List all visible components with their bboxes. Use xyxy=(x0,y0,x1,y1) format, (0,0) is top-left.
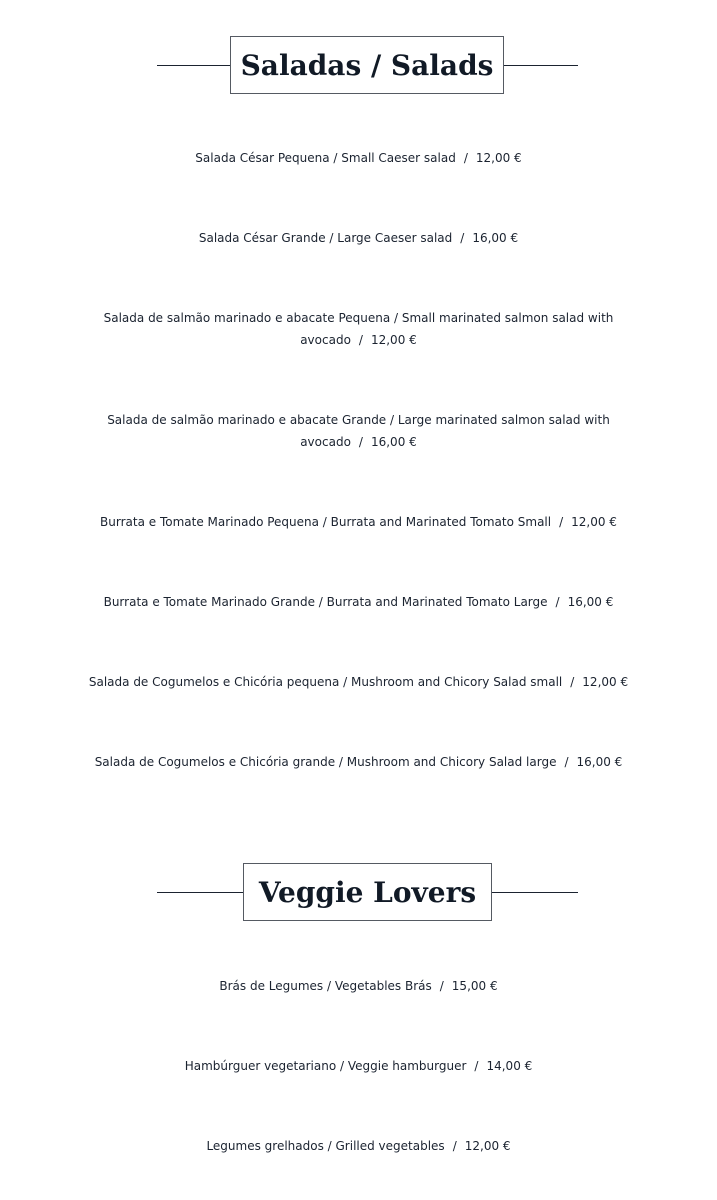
menu-item xyxy=(40,751,677,773)
price-separator: / xyxy=(570,675,575,689)
menu-item-price: 15,00 € xyxy=(451,979,498,993)
menu-item-price: 12,00 € xyxy=(370,333,417,347)
menu-item xyxy=(90,1055,627,1077)
price-separator: / xyxy=(452,1139,457,1153)
price-separator: / xyxy=(460,231,465,245)
menu-item-price: 12,00 € xyxy=(582,675,629,689)
menu-item-price: 12,00 € xyxy=(571,515,617,529)
section-header-salads xyxy=(0,36,717,96)
price-separator: / xyxy=(559,515,564,529)
menu-item xyxy=(60,511,657,533)
section-title-box xyxy=(230,36,504,94)
menu-item-price: 12,00 € xyxy=(464,1139,511,1153)
section-title-box xyxy=(243,863,492,921)
menu-item-name: Salada César Grande / Large Caeser salad xyxy=(198,231,453,245)
menu-item xyxy=(90,409,627,453)
menu-item xyxy=(90,147,627,169)
menu-item xyxy=(90,307,627,351)
menu-item-name: Hambúrguer vegetariano / Veggie hamburguer xyxy=(184,1059,467,1073)
menu-item-name: Salada de Cogumelos e Chicória pequena / Mushroom and Chicory Salad small xyxy=(88,675,563,689)
price-separator: / xyxy=(474,1059,479,1073)
menu-item-name: Burrata e Tomate Marinado Grande / Burrata and Marinated Tomato Large xyxy=(103,595,548,609)
menu-item xyxy=(90,975,627,997)
section-header-veggie xyxy=(0,863,717,923)
price-separator: / xyxy=(463,151,468,165)
section-title: Saladas / Salads xyxy=(240,48,494,82)
price-separator: / xyxy=(439,979,444,993)
menu-item-price: 16,00 € xyxy=(370,435,417,449)
menu-item-name: Salada de salmão marinado e abacate Grande / Large marinated salmon salad with avocado xyxy=(107,413,610,449)
menu-item-name: Legumes grelhados / Grilled vegetables xyxy=(206,1139,445,1153)
section-title: Veggie Lovers xyxy=(258,875,477,909)
price-separator: / xyxy=(358,333,363,347)
menu-item-name: Salada de salmão marinado e abacate Pequena / Small marinated salmon salad with avocado xyxy=(103,311,614,347)
menu-item-price: 16,00 € xyxy=(567,595,614,609)
menu-item-name: Salada de Cogumelos e Chicória grande / Mushroom and Chicory Salad large xyxy=(94,755,557,769)
price-separator: / xyxy=(358,435,363,449)
price-separator: / xyxy=(555,595,560,609)
menu-item-name: Brás de Legumes / Vegetables Brás xyxy=(219,979,432,993)
menu-item-price: 12,00 € xyxy=(475,151,522,165)
menu-item-price: 16,00 € xyxy=(576,755,623,769)
menu-item xyxy=(60,591,657,613)
menu-item xyxy=(40,671,677,693)
menu-item xyxy=(90,227,627,249)
menu-item-name: Salada César Pequena / Small Caeser salad xyxy=(195,151,456,165)
menu-item-price: 16,00 € xyxy=(472,231,519,245)
menu-item-price: 14,00 € xyxy=(486,1059,533,1073)
menu-item-name: Burrata e Tomate Marinado Pequena / Burrata and Marinated Tomato Small xyxy=(100,515,552,529)
menu-item xyxy=(90,1135,627,1157)
price-separator: / xyxy=(564,755,569,769)
